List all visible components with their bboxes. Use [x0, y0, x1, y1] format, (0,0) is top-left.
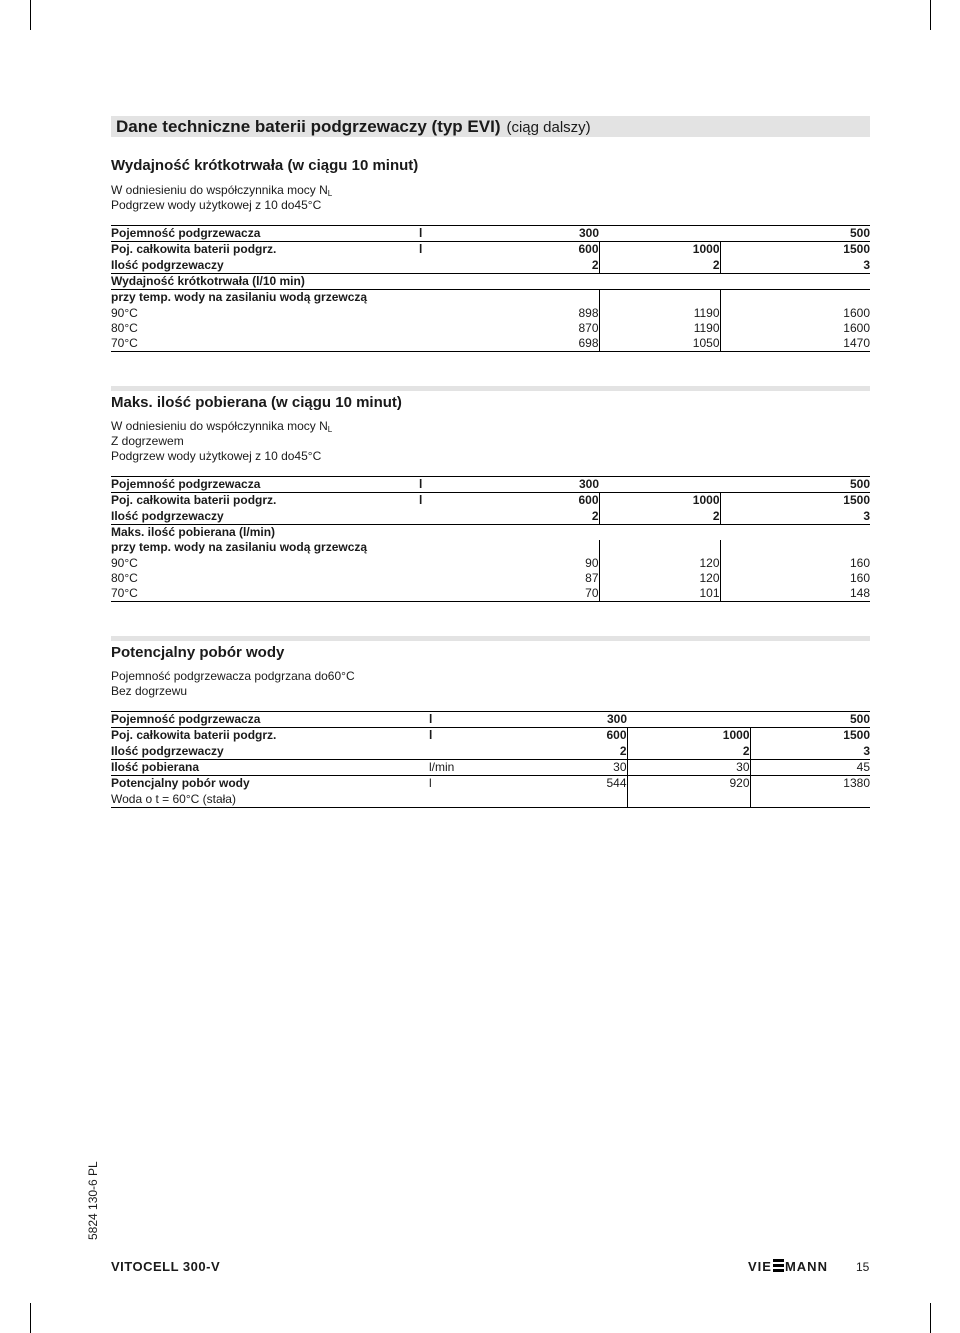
intro-line: W odniesieniu do współczynnika mocy $N_L$ [111, 183, 333, 198]
table-row: Ilość podgrzewaczy 2 2 3 [111, 508, 870, 523]
brand-logo-right: MANN [784, 1258, 828, 1274]
section-heading: Maks. ilość pobierana (w ciągu 10 minut) [111, 394, 402, 411]
intro-line: Podgrzew wody użytkowej z 10 do45°C [111, 449, 322, 463]
document-code: 5824 130-6 PL [86, 1161, 100, 1240]
section-divider [111, 386, 870, 391]
table-row: Poj. całkowita baterii podgrz. l 600 1000 1500 [111, 493, 870, 508]
brand-logo-left: VIE [748, 1258, 772, 1274]
page-number: 15 [856, 1260, 870, 1274]
section-heading: Wydajność krótkotrwała (w ciągu 10 minut) [111, 157, 419, 174]
table-row: Wydajność krótkotrwała (l/10 min) [111, 273, 870, 289]
crop-mark-top-right [930, 0, 931, 30]
intro-line: W odniesieniu do współczynnika mocy $N_L$ [111, 419, 333, 434]
brand-mark-icon [773, 1258, 784, 1274]
section-intro [111, 669, 355, 699]
section-intro [111, 419, 332, 464]
intro-line: Pojemność podgrzewacza podgrzana do60°C [111, 669, 355, 683]
data-table-potential-draw [111, 711, 870, 808]
table-row: 70°C 698 1050 1470 [111, 336, 870, 351]
crop-mark-bottom-left [30, 1303, 31, 1333]
banner-title: Dane techniczne baterii podgrzewaczy (typ EVI) [116, 117, 501, 136]
data-table-short-term-output [111, 225, 870, 352]
intro-line: Z dogrzewem [111, 434, 184, 448]
intro-line: Bez dogrzewu [111, 684, 188, 698]
crop-mark-top-left [30, 0, 31, 30]
table-row: 80°C 870 1190 1600 [111, 320, 870, 335]
table-row: Ilość podgrzewaczy 2 2 3 [111, 743, 870, 758]
table-row: Poj. całkowita baterii podgrz. l 600 1000 1500 [111, 728, 870, 743]
section-intro [111, 183, 332, 213]
banner-subtitle: (ciąg dalszy) [506, 119, 591, 136]
table-row: Maks. ilość pobierana (l/min) [111, 524, 870, 540]
product-name: VITOCELL 300-V [111, 1259, 221, 1274]
intro-line: Podgrzew wody użytkowej z 10 do45°C [111, 198, 322, 212]
page-banner [111, 116, 870, 137]
brand-logo [748, 1258, 828, 1274]
table-row: Pojemność podgrzewacza l 300 500 [111, 226, 870, 241]
table-row: przy temp. wody na zasilaniu wodą grzewczą [111, 540, 870, 555]
table-row: przy temp. wody na zasilaniu wodą grzewczą [111, 290, 870, 306]
table-row: Pojemność podgrzewacza l 300 500 [111, 712, 870, 727]
section-heading: Potencjalny pobór wody [111, 644, 285, 661]
table-row: 90°C 90 120 160 [111, 555, 870, 570]
table-row: Woda o t = 60°C (stała) [111, 791, 870, 807]
table-row: 70°C 70 101 148 [111, 586, 870, 601]
section-divider [111, 636, 870, 641]
table-row: Poj. całkowita baterii podgrz. l 600 1000 1500 [111, 242, 870, 257]
crop-mark-bottom-right [930, 1303, 931, 1333]
table-row: Ilość podgrzewaczy 2 2 3 [111, 257, 870, 272]
table-row: Ilość pobierana l/min 30 30 45 [111, 760, 870, 775]
data-table-max-draw [111, 476, 870, 602]
table-row: 80°C 87 120 160 [111, 570, 870, 585]
table-row: 90°C 898 1190 1600 [111, 305, 870, 320]
table-row: Potencjalny pobór wody l 544 920 1380 [111, 776, 870, 791]
table-row: Pojemność podgrzewacza l 300 500 [111, 477, 870, 492]
